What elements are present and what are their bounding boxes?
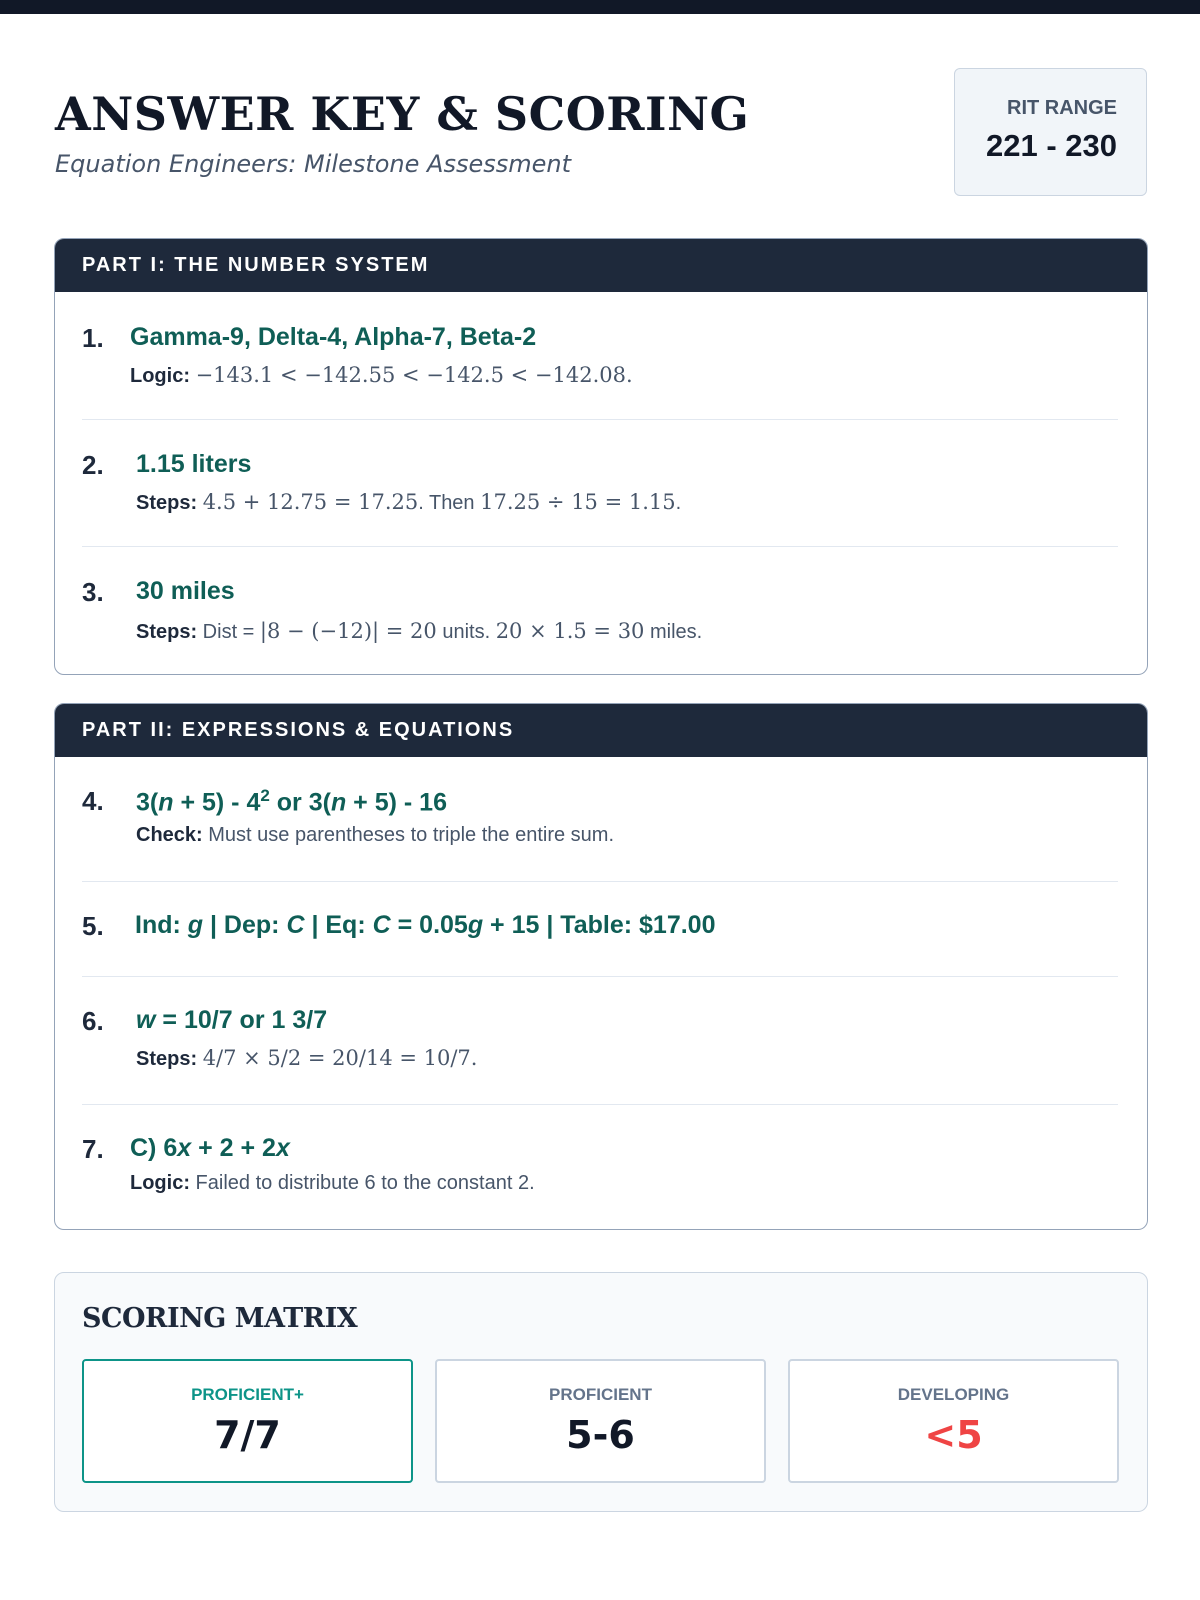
question-answer [136,1006,327,1035]
question-3 [82,577,1118,657]
question-note [136,619,702,644]
answer-variable: C [372,911,391,939]
rit-range-value: 221 - 230 [986,128,1117,163]
rit-range-label: RIT RANGE [1007,97,1117,119]
question-divider [82,881,1118,882]
note-label: Logic: [130,1172,190,1194]
answer-variable: g [187,911,204,939]
answer-variable: x [177,1134,192,1162]
note-text: units. [436,621,496,643]
score-tile-proficient-plus [82,1359,413,1483]
question-answer [130,1134,290,1163]
answer-exponent: 2 [260,786,270,805]
note-label: Steps: [136,1048,198,1070]
note-math: 4/7 × 5/2 = 20/14 = 10/7. [202,1046,478,1070]
page-subtitle: Equation Engineers: Milestone Assessment [55,150,571,178]
answer-text: = 10/7 or 1 3/7 [155,1006,328,1034]
question-answer: 1.15 liters [136,450,252,478]
rit-range-box [954,68,1147,196]
top-accent-bar [0,0,1200,14]
note-label: Check: [136,824,203,846]
answer-variable: w [136,1006,156,1034]
question-divider [82,546,1118,547]
score-tile-value: 7/7 [214,1413,281,1457]
note-label: Steps: [136,621,198,643]
question-7 [82,1134,1118,1214]
question-divider [82,1104,1118,1105]
score-tile-proficient [435,1359,766,1483]
answer-variable: n [330,788,347,817]
answer-text: 3( [136,788,159,817]
note-text: . Then [418,492,481,514]
scoring-matrix [54,1272,1148,1512]
question-answer [136,786,447,817]
answer-text: Ind: [135,911,188,939]
question-note [130,363,633,388]
note-math: |8 − (−12)| = 20 [259,619,437,643]
question-number: 5. [82,911,104,941]
note-text: miles. [644,621,703,643]
question-note [136,824,614,847]
answer-text: = 0.05 [390,911,468,939]
answer-variable: x [275,1134,290,1162]
question-answer [135,911,715,940]
question-note [136,1046,477,1071]
question-number: 2. [82,450,104,480]
answer-variable: g [467,911,484,939]
score-tile-value: <5 [924,1413,983,1457]
part-1-card [54,238,1148,675]
answer-variable: C [286,911,305,939]
note-label: Steps: [136,492,198,514]
score-tile-developing [788,1359,1119,1483]
question-note [136,490,681,515]
score-tile-label: PROFICIENT [549,1385,652,1404]
part-2-heading: PART II: EXPRESSIONS & EQUATIONS [55,704,1147,757]
question-number: 7. [82,1134,104,1164]
note-math: 17.25 ÷ 15 = 1.15 [480,490,676,514]
note-label: Logic: [130,365,190,387]
score-tile-value: 5-6 [566,1413,635,1457]
question-number: 1. [82,323,104,353]
question-number: 4. [82,786,104,816]
question-answer: 30 miles [136,577,235,605]
note-math: 20 × 1.5 = 30 [495,619,645,643]
question-4 [82,786,1118,866]
question-1 [82,323,1118,403]
scoring-matrix-title: SCORING MATRIX [82,1303,358,1334]
question-answer: Gamma-9, Delta-4, Alpha-7, Beta-2 [130,323,537,351]
note-math: −143.1 < −142.55 < −142.5 < −142.08. [195,363,633,387]
answer-text: | Dep: [203,911,287,939]
answer-text: | Eq: [304,911,373,939]
question-number: 6. [82,1006,104,1036]
page-title: ANSWER KEY & SCORING [55,87,750,141]
answer-text: + 5) - 16 [346,788,447,817]
question-note [130,1172,535,1195]
answer-text: + 2 + 2 [191,1134,276,1162]
question-divider [82,976,1118,977]
answer-text: + 5) - 4 [173,788,261,817]
page-header [55,86,749,178]
question-5 [82,911,1118,961]
score-tile-label: DEVELOPING [897,1385,1010,1404]
question-number: 3. [82,577,104,607]
answer-text: or 3( [269,788,331,817]
part-2-card [54,703,1148,1230]
question-6 [82,1006,1118,1086]
answer-text: + 15 | Table: $17.00 [483,911,716,939]
score-tile-label: PROFICIENT+ [191,1385,304,1404]
note-math: 4.5 + 12.75 = 17.25 [202,490,419,514]
question-2 [82,450,1118,530]
answer-variable: n [158,788,174,817]
note-text: . [675,492,682,514]
note-text: Failed to distribute 6 to the constant 2. [190,1172,535,1194]
note-text: Must use parentheses to triple the entire sum. [202,824,615,846]
answer-text: C) 6 [130,1134,178,1162]
part-1-heading: PART I: THE NUMBER SYSTEM [55,239,1147,292]
note-text: Dist = [197,621,260,643]
question-divider [82,419,1118,420]
